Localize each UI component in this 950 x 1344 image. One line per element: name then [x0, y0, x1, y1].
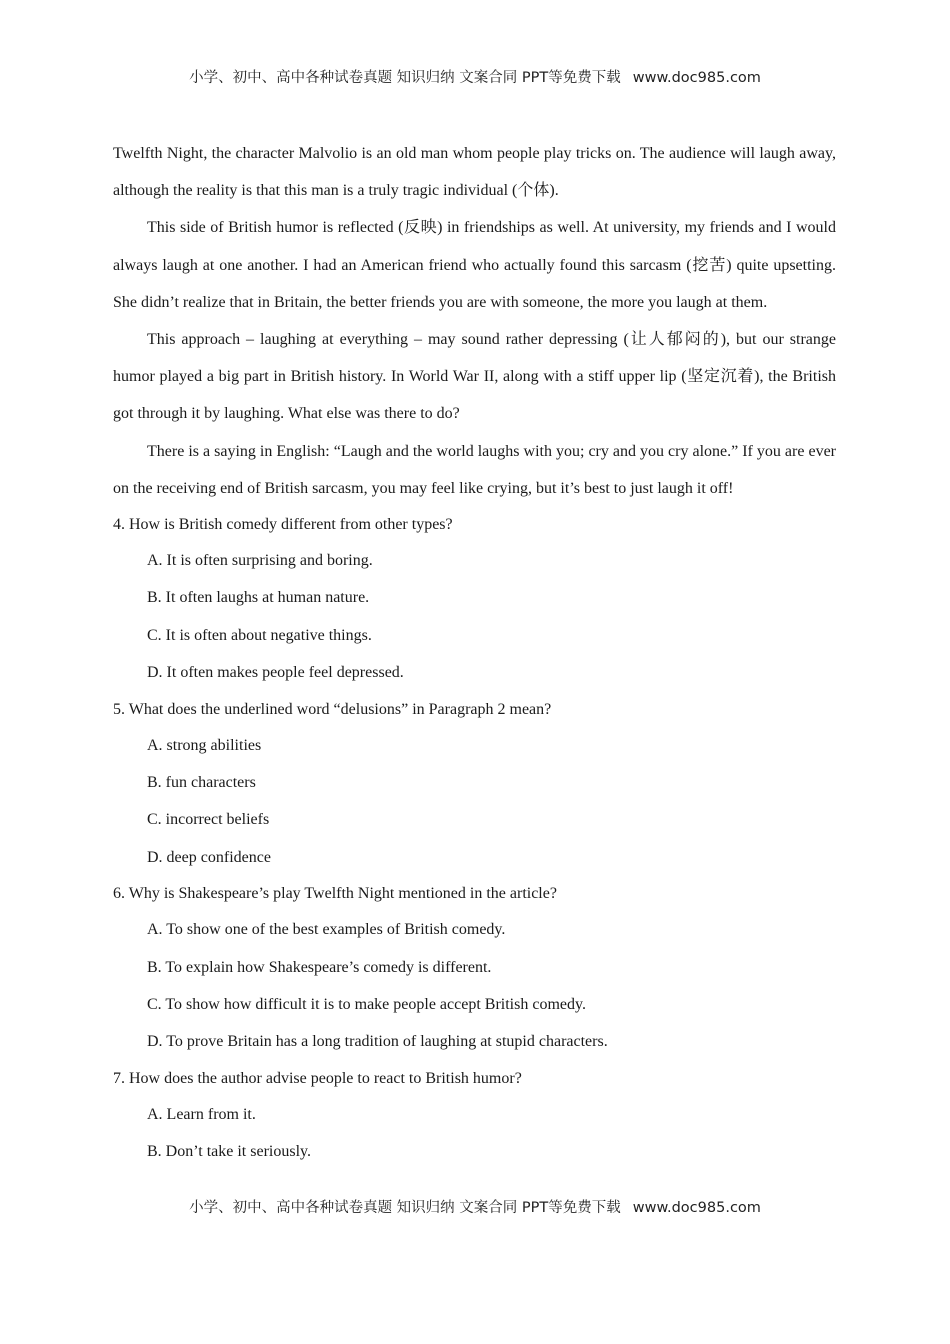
answer-option: C. To show how difficult it is to make people accept British comedy. — [147, 995, 586, 1013]
answer-option: B. To explain how Shakespeare’s comedy is different. — [147, 958, 492, 976]
answer-option: A. Learn from it. — [147, 1105, 256, 1123]
answer-option: A. To show one of the best examples of British comedy. — [147, 921, 506, 939]
page-footer — [0, 1196, 950, 1217]
passage-paragraph: This approach – laughing at everything – may sound rather depressing (让人郁闷的), but our strange humor played a big part in British history. In World War II, along with a stiff upper lip (坚定沉着), the British got through it by laughing. What else was there to do? — [113, 331, 836, 423]
question-4 — [113, 507, 836, 692]
answer-option: A. strong abilities — [147, 736, 262, 754]
header-site: www.doc985.com — [632, 70, 761, 86]
answer-option: B. fun characters — [147, 773, 256, 791]
document-body — [113, 135, 836, 1171]
answer-option: B. Don’t take it seriously. — [147, 1143, 311, 1161]
answer-option: D. To prove Britain has a long tradition of laughing at stupid characters. — [147, 1033, 608, 1051]
passage-paragraph: There is a saying in English: “Laugh and the world laughs with you; cry and you cry alone.” If you are ever on the receiving end of British sarcasm, you may feel like crying, but it’s best to just laugh it off! — [113, 442, 836, 497]
footer-text: 小学、初中、高中各种试卷真题 知识归纳 文案合同 PPT等免费下载 — [189, 1200, 621, 1216]
header-text: 小学、初中、高中各种试卷真题 知识归纳 文案合同 PPT等免费下载 — [189, 70, 621, 86]
passage-paragraph: This side of British humor is reflected (反映) in friendships as well. At university, my friends and I would always laugh at one another. I had an American friend who actually found this sarcasm (挖苦) quite upsetting. She didn’t realize that in Britain, the better friends you are with someone, the more you laugh at them. — [113, 219, 836, 311]
passage-paragraph: Twelfth Night, the character Malvolio is an old man whom people play tricks on. The audience will laugh away, although the reality is that this man is a truly tragic individual (个体). — [113, 145, 836, 200]
question-text: 5. What does the underlined word “delusions” in Paragraph 2 mean? — [113, 700, 552, 718]
answer-option: D. It often makes people feel depressed. — [147, 664, 404, 682]
answer-option: D. deep confidence — [147, 848, 271, 866]
question-text: 4. How is British comedy different from other types? — [113, 516, 453, 534]
page-header — [0, 66, 950, 87]
answer-option: A. It is often surprising and boring. — [147, 552, 373, 570]
footer-site: www.doc985.com — [632, 1200, 761, 1216]
question-6 — [113, 876, 836, 1061]
question-text: 7. How does the author advise people to react to British humor? — [113, 1069, 522, 1087]
question-7 — [113, 1061, 836, 1171]
answer-option: C. incorrect beliefs — [147, 811, 270, 829]
passage — [113, 135, 836, 507]
answer-option: C. It is often about negative things. — [147, 626, 372, 644]
answer-option: B. It often laughs at human nature. — [147, 589, 370, 607]
question-5 — [113, 692, 836, 877]
question-text: 6. Why is Shakespeare’s play Twelfth Night mentioned in the article? — [113, 885, 557, 903]
